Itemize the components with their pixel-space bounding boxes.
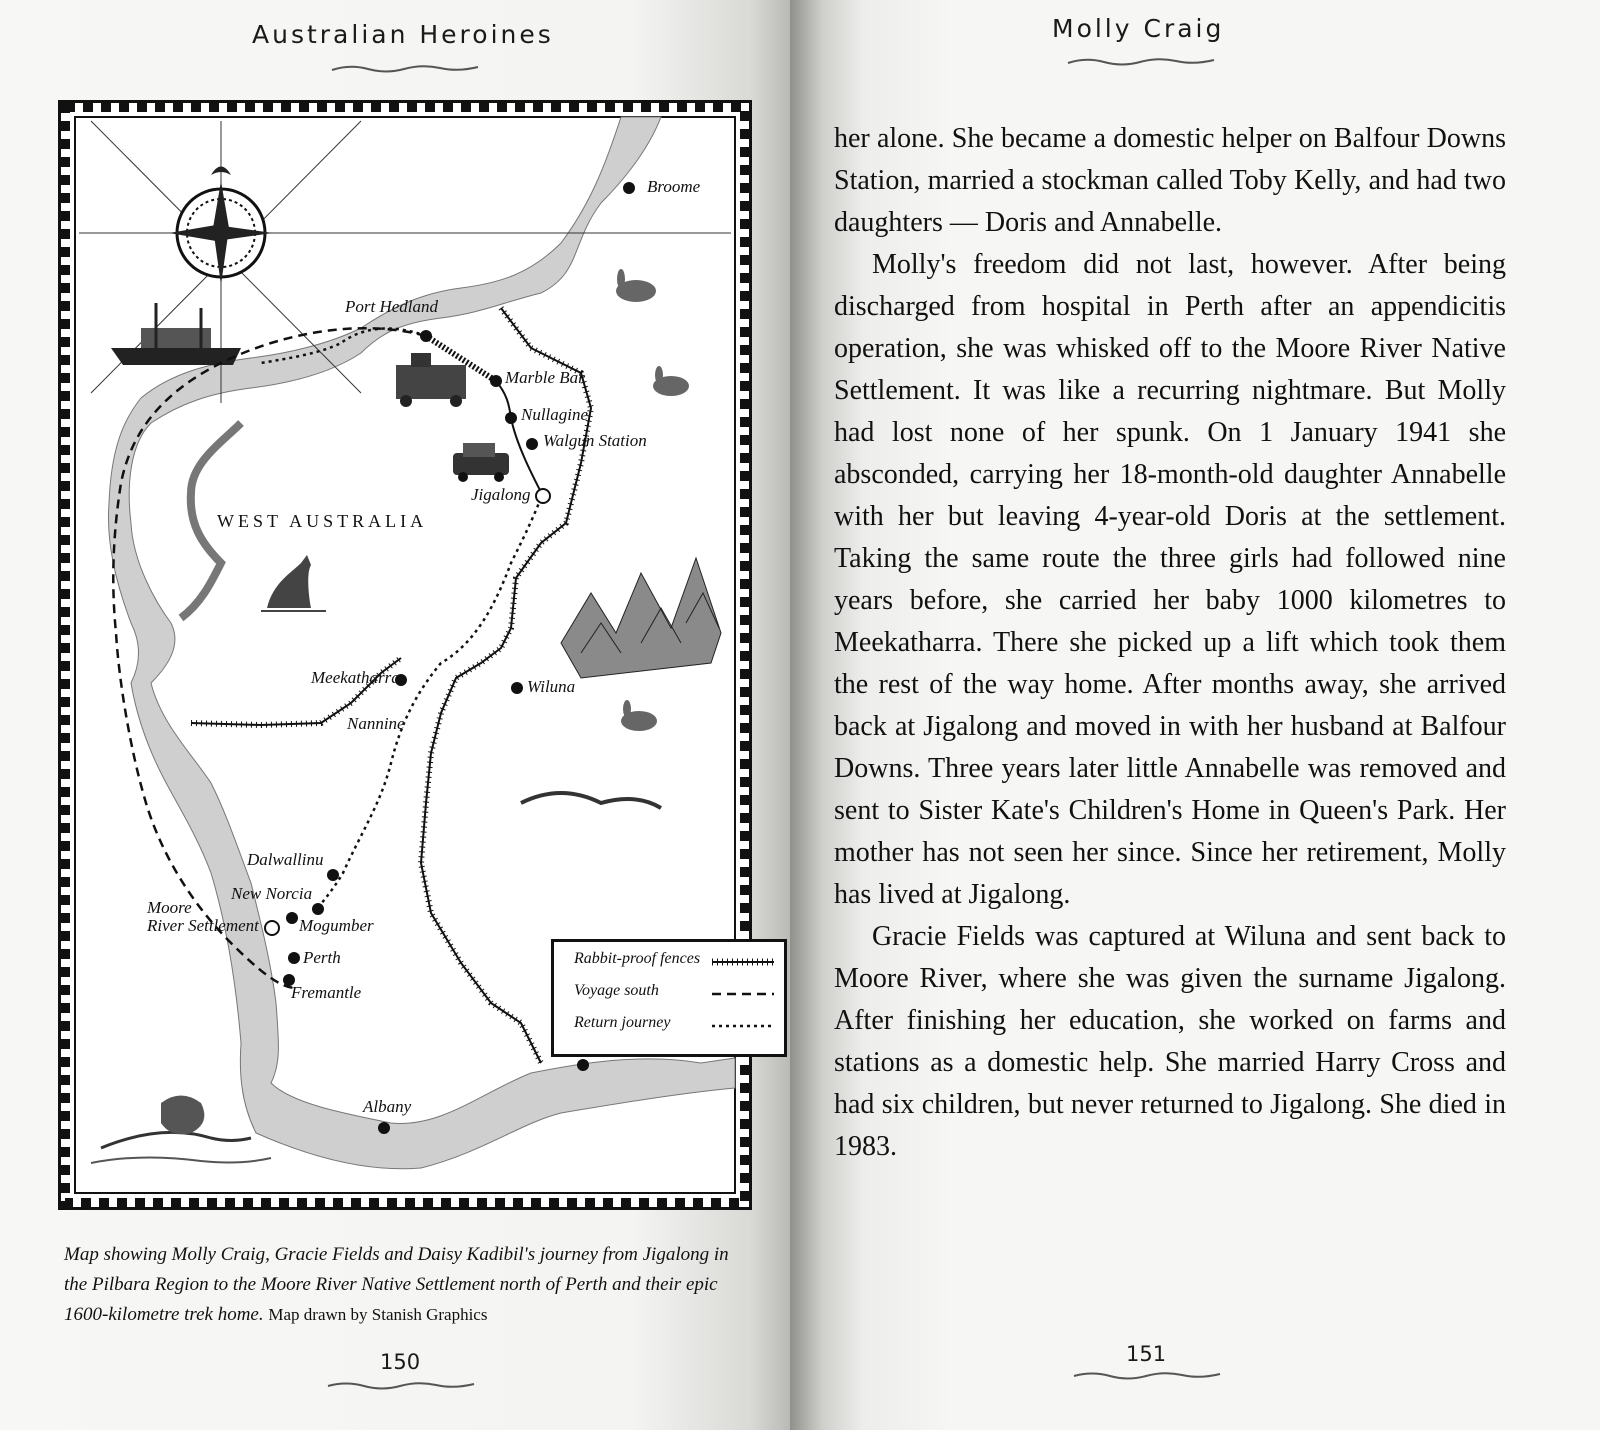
- place-moore: Moore: [147, 898, 192, 917]
- legend-fences: Rabbit-proof fences: [574, 950, 701, 967]
- car-icon: [453, 443, 509, 482]
- legend-voyage: Voyage south: [574, 982, 659, 999]
- place-new-norcia: New Norcia: [231, 884, 313, 903]
- right-running-head: Molly Craig: [1052, 14, 1225, 43]
- journey-map: [58, 100, 752, 1210]
- paragraph-2: Molly's freedom did not last, however. After being discharged from hospital in Perth after an appendicitis operation, she was whisked off to the Moore River Native Settlement. It was like a recurring nightmare. But Molly had lost none of her spunk. On 1 January 1941 she absconded, carrying her 18-month-old daughter Annabelle with her but leaving 4-year-old Doris at the settlement. Taking the same route the three girls had followed nine years before, she carried her baby 1000 kilometres to Meekatharra. There she picked up a lift which took them the rest of the way home. After months away, she arrived back at Jigalong and moved in with her husband at Balfour Downs. Three years later little Annabelle was removed and sent to Sister Kate's Children's Home in Queen's Park. Her mother has not seen her since. Since her retirement, Molly has lived at Jigalong.: [834, 249, 1506, 910]
- legend-symbols: [554, 942, 784, 1054]
- caption-text: Map showing Molly Craig, Gracie Fields and Daisy Kadibil's journey from Jigalong in the Pilbara Region to the Moore River Native Settlement north of Perth and their epic 1600-kilometre trek home.: [64, 1244, 729, 1325]
- right-head-ornament: [1066, 54, 1216, 70]
- map-legend: [551, 939, 787, 1057]
- kangaroo-icon: [261, 555, 326, 611]
- place-mogumber: Mogumber: [299, 916, 374, 935]
- place-river-settlement: River Settlement: [147, 916, 259, 935]
- right-foot-ornament: [1072, 1368, 1222, 1384]
- body-text: [834, 118, 1506, 1168]
- place-marble-bar: Marble Bar: [505, 368, 585, 387]
- place-fremantle: Fremantle: [291, 983, 362, 1002]
- place-albany: Albany: [363, 1097, 412, 1116]
- mountains-icon: [561, 558, 721, 678]
- place-jigalong: Jigalong: [471, 485, 531, 504]
- rabbit-icon: [616, 269, 656, 302]
- right-page-number: 151: [1126, 1342, 1167, 1366]
- region-label: WEST AUSTRALIA: [217, 511, 428, 531]
- place-perth: Perth: [303, 948, 341, 967]
- place-wiluna: Wiluna: [527, 677, 576, 696]
- place-broome: Broome: [647, 177, 701, 196]
- train-icon: [396, 353, 466, 407]
- paragraph-3: Gracie Fields was captured at Wiluna and sent back to Moore River, where she was given the surname Jigalong. After finishing her education, she worked on farms and stations as a domestic help. She married Harry Cross and had six children, but never returned to Jigalong. She died in 1983.: [834, 921, 1506, 1162]
- place-nannine: Nannine: [347, 714, 405, 733]
- left-page-number: 150: [380, 1350, 421, 1374]
- place-nullagine: Nullagine: [521, 405, 589, 424]
- paragraph-1: her alone. She became a domestic helper on Balfour Downs Station, married a stockman called Toby Kelly, and had two daughters — Doris and Annabelle.: [834, 123, 1506, 238]
- left-running-head: Australian Heroines: [252, 20, 554, 49]
- map-caption: [64, 1240, 754, 1330]
- left-head-ornament: [330, 60, 480, 76]
- place-walgun-station: Walgun Station: [543, 431, 647, 450]
- left-foot-ornament: [326, 1378, 476, 1394]
- legend-return: Return journey: [574, 1014, 671, 1031]
- left-page: [0, 0, 790, 1430]
- sea-creature-icon: [91, 1096, 271, 1164]
- place-meekatharra: Meekatharra: [311, 668, 400, 687]
- rabbit-icon: [653, 366, 689, 396]
- rabbit-icon: [621, 700, 657, 731]
- place-dalwallinu: Dalwallinu: [247, 850, 324, 869]
- place-port-hedland: Port Hedland: [345, 297, 439, 316]
- caption-credit: Map drawn by Stanish Graphics: [268, 1305, 488, 1324]
